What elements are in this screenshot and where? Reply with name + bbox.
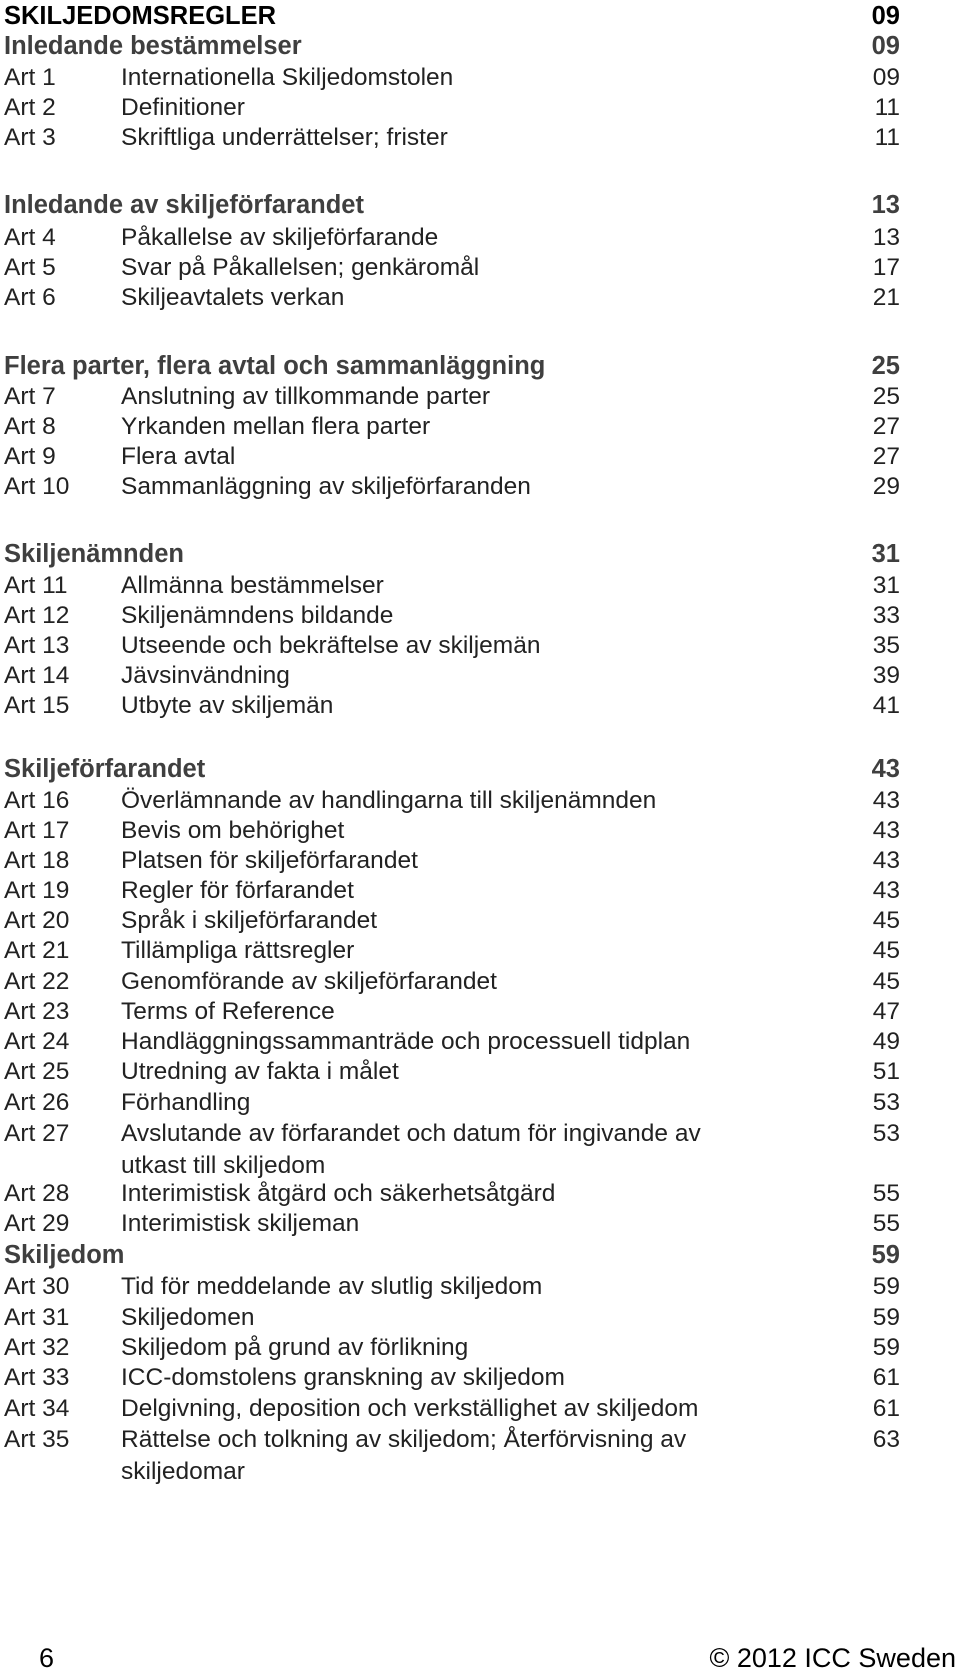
toc-entry[interactable] bbox=[4, 1208, 900, 1240]
toc-article-number: Art 13 bbox=[4, 632, 70, 659]
toc-title: Tillämpliga rättsregler bbox=[121, 937, 355, 964]
toc-page-number: 17 bbox=[872, 254, 900, 281]
toc-section-heading[interactable] bbox=[4, 538, 900, 570]
toc-title: Överlämnande av handlingarna till skiljenämnden bbox=[121, 787, 657, 814]
toc-entry[interactable] bbox=[4, 252, 900, 284]
toc-title: Jävsinvändning bbox=[121, 662, 290, 689]
toc-title: Platsen för skiljeförfarandet bbox=[121, 847, 418, 874]
toc-title: SKILJEDOMSREGLER bbox=[4, 2, 277, 30]
toc-page-number: 43 bbox=[872, 877, 900, 904]
toc-title: Sammanläggning av skiljeförfaranden bbox=[121, 473, 531, 500]
toc-entry[interactable] bbox=[4, 411, 900, 443]
toc-title: Påkallelse av skiljeförfarande bbox=[121, 224, 439, 251]
toc-article-number: Art 25 bbox=[4, 1058, 70, 1085]
toc-page-number: 25 bbox=[872, 383, 900, 410]
toc-page-number: 11 bbox=[874, 94, 900, 121]
toc-article-number: Art 21 bbox=[4, 937, 70, 964]
toc-article-number: Art 33 bbox=[4, 1364, 70, 1391]
toc-title: Allmänna bestämmelser bbox=[121, 572, 384, 599]
toc-title: Utredning av fakta i målet bbox=[121, 1058, 399, 1085]
toc-entry[interactable] bbox=[4, 600, 900, 632]
toc-article-number: Art 28 bbox=[4, 1180, 70, 1207]
toc-title: Interimistisk åtgärd och säkerhetsåtgärd bbox=[121, 1180, 556, 1207]
toc-title: Avslutande av förfarandet och datum för ingivande av utkast till skiljedom bbox=[121, 1120, 701, 1179]
toc-title: Skiljenämndens bildande bbox=[121, 602, 394, 629]
toc-entry[interactable] bbox=[4, 1332, 900, 1364]
toc-entry[interactable] bbox=[4, 1026, 900, 1058]
toc-page-number: 59 bbox=[872, 1273, 900, 1300]
toc-page-number: 43 bbox=[872, 817, 900, 844]
toc-title: Skiljedom på grund av förlikning bbox=[121, 1334, 469, 1361]
toc-article-number: Art 22 bbox=[4, 968, 70, 995]
toc-section-heading[interactable] bbox=[4, 30, 900, 62]
toc-entry[interactable] bbox=[4, 660, 900, 692]
toc-page-number: 55 bbox=[872, 1210, 900, 1237]
footer-copyright: © 2012 ICC Sweden bbox=[709, 1643, 956, 1673]
toc-article-number: Art 24 bbox=[4, 1028, 70, 1055]
toc-title: Rättelse och tolkning av skiljedom; Återförvisning av skiljedomar bbox=[121, 1426, 687, 1485]
toc-page-number: 25 bbox=[871, 352, 900, 380]
toc-article-number: Art 27 bbox=[4, 1120, 70, 1147]
toc-page-number: 45 bbox=[872, 907, 900, 934]
toc-entry[interactable] bbox=[4, 996, 900, 1028]
toc-page-number: 49 bbox=[872, 1028, 900, 1055]
toc-page-number: 59 bbox=[871, 1241, 900, 1269]
toc-entry[interactable] bbox=[4, 441, 900, 473]
toc-entry[interactable] bbox=[4, 62, 900, 94]
toc-article-number: Art 4 bbox=[4, 224, 56, 251]
toc-title: Utseende och bekräftelse av skiljemän bbox=[121, 632, 541, 659]
toc-page-number: 59 bbox=[872, 1334, 900, 1361]
toc-page-number: 09 bbox=[871, 2, 900, 30]
toc-page-number: 45 bbox=[872, 937, 900, 964]
toc-title: Skriftliga underrättelser; frister bbox=[121, 124, 448, 151]
toc-article-number: Art 11 bbox=[4, 572, 68, 599]
toc-title: Handläggningssammanträde och processuell tidplan bbox=[121, 1028, 691, 1055]
toc-page-number: 41 bbox=[872, 692, 900, 719]
toc-article-number: Art 15 bbox=[4, 692, 70, 719]
toc-main-heading[interactable] bbox=[4, 0, 900, 32]
toc-page-number: 29 bbox=[872, 473, 900, 500]
toc-article-number: Art 32 bbox=[4, 1334, 70, 1361]
toc-article-number: Art 10 bbox=[4, 473, 70, 500]
toc-article-number: Art 3 bbox=[4, 124, 56, 151]
toc-title: Inledande bestämmelser bbox=[4, 32, 302, 60]
page-footer bbox=[0, 1642, 960, 1674]
toc-title: Genomförande av skiljeförfarandet bbox=[121, 968, 497, 995]
toc-section-heading[interactable] bbox=[4, 1239, 900, 1271]
toc-page-number: 51 bbox=[872, 1058, 900, 1085]
toc-article-number: Art 8 bbox=[4, 413, 56, 440]
toc-page-number: 13 bbox=[871, 191, 900, 219]
toc-article-number: Art 1 bbox=[4, 64, 56, 91]
toc-title: Skiljedomen bbox=[121, 1304, 255, 1331]
toc-page-number: 53 bbox=[872, 1120, 900, 1147]
toc-title: Inledande av skiljeförfarandet bbox=[4, 191, 364, 219]
toc-page-number: 35 bbox=[872, 632, 900, 659]
toc-page-number: 63 bbox=[872, 1426, 900, 1453]
toc-page-number: 45 bbox=[872, 968, 900, 995]
toc-page-number: 43 bbox=[871, 755, 900, 783]
toc-page-number: 31 bbox=[872, 572, 900, 599]
toc-article-number: Art 26 bbox=[4, 1089, 70, 1116]
toc-title: Yrkanden mellan flera parter bbox=[121, 413, 431, 440]
toc-entry[interactable] bbox=[4, 1118, 900, 1179]
toc-article-number: Art 12 bbox=[4, 602, 70, 629]
toc-entry[interactable] bbox=[4, 690, 900, 722]
toc-entry[interactable] bbox=[4, 630, 900, 662]
toc-title: Flera parter, flera avtal och sammanläggning bbox=[4, 352, 546, 380]
toc-page-number: 27 bbox=[872, 413, 900, 440]
toc-page-number: 11 bbox=[874, 124, 900, 151]
toc-article-number: Art 23 bbox=[4, 998, 70, 1025]
toc-page-number: 09 bbox=[871, 32, 900, 60]
toc-article-number: Art 2 bbox=[4, 94, 56, 121]
toc-article-number: Art 20 bbox=[4, 907, 70, 934]
toc-entry[interactable] bbox=[4, 222, 900, 254]
toc-entry[interactable] bbox=[4, 905, 900, 937]
toc-entry[interactable] bbox=[4, 1424, 900, 1485]
toc-article-number: Art 35 bbox=[4, 1426, 70, 1453]
footer-page-number: 6 bbox=[39, 1643, 55, 1673]
toc-title: Anslutning av tillkommande parter bbox=[121, 383, 491, 410]
toc-page-number: 61 bbox=[872, 1364, 900, 1391]
toc-page-number: 39 bbox=[872, 662, 900, 689]
toc-title: Flera avtal bbox=[121, 443, 236, 470]
toc-title: Terms of Reference bbox=[121, 998, 335, 1025]
toc-article-number: Art 19 bbox=[4, 877, 70, 904]
toc-entry[interactable] bbox=[4, 1362, 900, 1394]
toc-entry[interactable] bbox=[4, 570, 900, 602]
toc-section-heading[interactable] bbox=[4, 189, 900, 221]
toc-article-number: Art 9 bbox=[4, 443, 56, 470]
toc-title: Definitioner bbox=[121, 94, 245, 121]
toc-entry[interactable] bbox=[4, 1087, 900, 1119]
toc-page-number: 55 bbox=[872, 1180, 900, 1207]
toc-title: Svar på Påkallelsen; genkäromål bbox=[121, 254, 480, 281]
toc-section-heading[interactable] bbox=[4, 350, 900, 382]
toc-entry[interactable] bbox=[4, 1056, 900, 1088]
toc-article-number: Art 18 bbox=[4, 847, 70, 874]
toc-entry[interactable] bbox=[4, 1178, 900, 1210]
toc-title: Skiljedom bbox=[4, 1241, 125, 1269]
toc-title: Språk i skiljeförfarandet bbox=[121, 907, 378, 934]
toc-entry[interactable] bbox=[4, 966, 900, 998]
toc-entry[interactable] bbox=[4, 1271, 900, 1303]
toc-title: Skiljeförfarandet bbox=[4, 755, 206, 783]
toc-entry[interactable] bbox=[4, 92, 900, 124]
toc-title: Skiljeavtalets verkan bbox=[121, 284, 345, 311]
toc-page-number: 43 bbox=[872, 847, 900, 874]
toc-article-number: Art 31 bbox=[4, 1304, 70, 1331]
toc-section-heading[interactable] bbox=[4, 753, 900, 785]
toc-entry[interactable] bbox=[4, 1393, 900, 1425]
toc-article-number: Art 6 bbox=[4, 284, 56, 311]
toc-entry[interactable] bbox=[4, 122, 900, 154]
toc-page-number: 21 bbox=[872, 284, 900, 311]
toc-article-number: Art 16 bbox=[4, 787, 70, 814]
toc-entry[interactable] bbox=[4, 785, 900, 817]
toc-page-number: 09 bbox=[872, 64, 900, 91]
toc-page-number: 43 bbox=[872, 787, 900, 814]
toc-article-number: Art 14 bbox=[4, 662, 70, 689]
toc-title: Utbyte av skiljemän bbox=[121, 692, 334, 719]
toc-entry[interactable] bbox=[4, 845, 900, 877]
toc-article-number: Art 29 bbox=[4, 1210, 70, 1237]
toc-title: Interimistisk skiljeman bbox=[121, 1210, 360, 1237]
toc-entry[interactable] bbox=[4, 815, 900, 847]
toc-page-number: 53 bbox=[872, 1089, 900, 1116]
toc-title: Delgivning, deposition och verkställighet av skiljedom bbox=[121, 1395, 699, 1422]
toc-page-number: 31 bbox=[871, 540, 900, 568]
toc-article-number: Art 34 bbox=[4, 1395, 70, 1422]
toc-entry[interactable] bbox=[4, 471, 900, 503]
toc-page-number: 47 bbox=[872, 998, 900, 1025]
toc-title: Bevis om behörighet bbox=[121, 817, 345, 844]
toc-article-number: Art 17 bbox=[4, 817, 70, 844]
toc-entry[interactable] bbox=[4, 935, 900, 967]
toc-entry[interactable] bbox=[4, 381, 900, 413]
toc-page-number: 59 bbox=[872, 1304, 900, 1331]
toc-page-number: 61 bbox=[872, 1395, 900, 1422]
toc-article-number: Art 30 bbox=[4, 1273, 70, 1300]
toc-title: Förhandling bbox=[121, 1089, 251, 1116]
toc-page-number: 33 bbox=[872, 602, 900, 629]
toc-entry[interactable] bbox=[4, 282, 900, 314]
toc-title: Regler för förfarandet bbox=[121, 877, 354, 904]
toc-article-number: Art 7 bbox=[4, 383, 56, 410]
toc-entry[interactable] bbox=[4, 1302, 900, 1334]
toc-page-number: 27 bbox=[872, 443, 900, 470]
toc-title: Tid för meddelande av slutlig skiljedom bbox=[121, 1273, 543, 1300]
toc-page-number: 13 bbox=[872, 224, 900, 251]
toc-title: Skiljenämnden bbox=[4, 540, 184, 568]
toc-entry[interactable] bbox=[4, 875, 900, 907]
toc-article-number: Art 5 bbox=[4, 254, 56, 281]
toc-title: ICC-domstolens granskning av skiljedom bbox=[121, 1364, 565, 1391]
toc-title: Internationella Skiljedomstolen bbox=[121, 64, 454, 91]
